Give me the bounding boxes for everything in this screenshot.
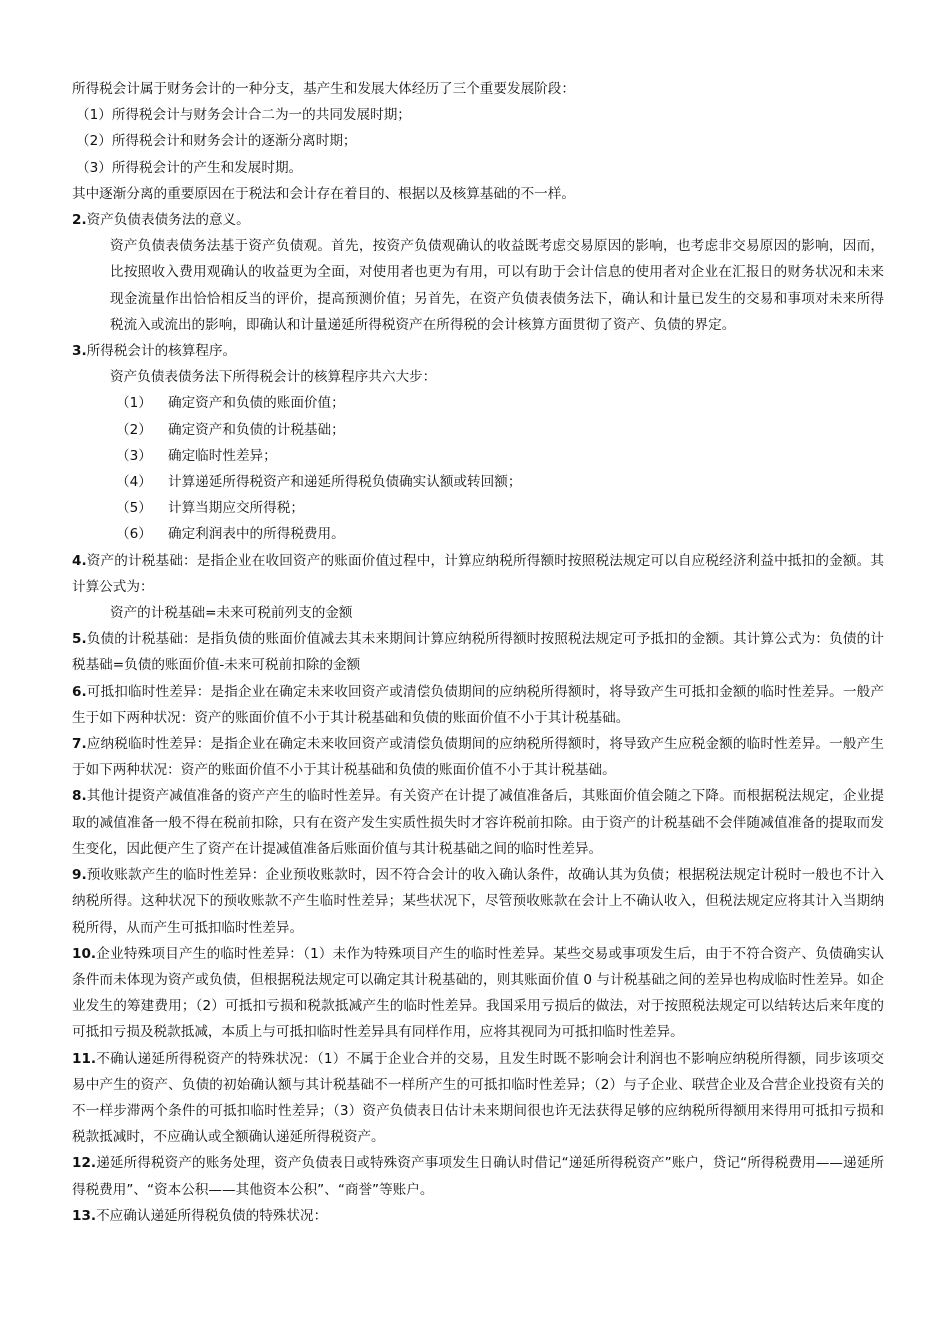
section-number: 2. [72, 212, 87, 229]
section-number: 12. [72, 1155, 97, 1172]
section-heading: 2.资产负债表债务法的意义。 [72, 212, 250, 229]
section-paragraph: 5.负债的计税基础：是指负债的账面价值减去其未来期间计算应纳税所得额时按照税法规定可予抵扣的金额。其计算公式为：负债的计税基础=负债的账面价值-未来可税前扣除的金额 [72, 631, 884, 674]
section-number: 7. [72, 736, 87, 753]
section-paragraph: 12.递延所得税资产的账务处理，资产负债表日或特殊资产事项发生日确认时借记“递延所得税资产”账户，贷记“所得税费用——递延所得税费用”、“资本公积——其他资本公积”、“商誉”等账户。 [72, 1155, 884, 1198]
section-number: 13. [72, 1207, 97, 1224]
stage-item: （3）所得税会计的产生和发展时期。 [76, 159, 303, 176]
section-paragraph: 13.不应确认递延所得税负债的特殊状况： [72, 1207, 328, 1224]
step-item: （5） 计算当期应交所得税； [116, 500, 304, 517]
section-heading: 3.所得税会计的核算程序。 [72, 343, 237, 360]
section-paragraph: 7.应纳税临时性差异：是指企业在确定未来收回资产或清偿负债期间的应纳税所得额时，将导致产生应税金额的临时性差异。一般产生于如下两种状况：资产的账面价值不小于其计税基础和负债的账面价值不小于其计税基础。 [72, 736, 884, 779]
section-number: 4. [72, 552, 87, 569]
step-item: （4） 计算递延所得税资产和递延所得税负债确实认额或转回额； [116, 474, 522, 491]
section-number: 10. [72, 945, 97, 962]
section-number: 3. [72, 343, 87, 360]
section-number: 9. [72, 867, 87, 884]
step-item: （1） 确定资产和负债的账面价值； [116, 395, 345, 412]
step-item: （2） 确定资产和负债的计税基础； [116, 421, 345, 438]
step-item: （3） 确定临时性差异； [116, 447, 277, 464]
section-paragraph: 6.可抵扣临时性差异：是指企业在确定未来收回资产或清偿负债期间的应纳税所得额时，将导致产生可抵扣金额的临时性差异。一般产生于如下两种状况：资产的账面价值不小于其计税基础和负债的账面价值不小于其计税基础。 [72, 683, 884, 726]
section-body: 资产负债表债务法基于资产负债观。首先，按资产负债观确认的收益既考虑交易原因的影响，也考虑非交易原因的影响，因而，比按照收入费用观确认的收益更为全面，对使用者也更为有用，可以有助于会计信息的使用者对企业在汇报日的财务状况和未来现金流量作出恰恰相反当的评价，提高预测价值；另首先，在资产负债表债务法下，确认和计量已发生的交易和事项对未来所得税流入或流出的影响，即确认和计量递延所得税资产在所得税的会计核算方面贯彻了资产、负债的界定。 [110, 238, 884, 333]
formula: 资产的计税基础=未来可税前列支的金额 [110, 605, 353, 622]
document-body [72, 76, 884, 1229]
intro-paragraph: 所得税会计属于财务会计的一种分支，基产生和发展大体经历了三个重要发展阶段： [72, 81, 575, 97]
section-paragraph: 4.资产的计税基础：是指企业在收回资产的账面价值过程中，计算应纳税所得额时按照税法规定可以自应税经济利益中抵扣的金额。其计算公式为： [72, 552, 884, 595]
section-number: 11. [72, 1050, 97, 1067]
stage-item: （2）所得税会计和财务会计的逐渐分离时期； [76, 133, 357, 150]
stage-item: （1）所得税会计与财务会计合二为一的共同发展时期； [76, 107, 411, 124]
section-paragraph: 9.预收账款产生的临时性差异：企业预收账款时，因不符合会计的收入确认条件，故确认其为负债；根据税法规定计税时一般也不计入纳税所得。这种状况下的预收账款不产生临时性差异；某些状况下，尽管预收账款在会计上不确认收入，但税法规定应将其计入当期纳税所得，从而产生可抵扣临时性差异。 [72, 867, 884, 936]
intro-conclusion: 其中逐渐分离的重要原因在于税法和会计存在着目的、根据以及核算基础的不一样。 [72, 185, 575, 202]
section-body: 资产负债表债务法下所得税会计的核算程序共六大步： [110, 369, 437, 386]
section-paragraph: 10.企业特殊项目产生的临时性差异：（1）未作为特殊项目产生的临时性差异。某些交易或事项发生后，由于不符合资产、负债确实认条件而未体现为资产或负债，但根据税法规定可以确定其计税基础的，则其账面价值 0 与计税基础之间的差异也构成临时性差异。如企业发生的筹建费用；（2）可抵扣亏损和税款抵减产生的临时性差异。我国采用亏损后的做法，对于按照税法规定可以结转达后来年度的可抵扣亏损及税款抵减，本质上与可抵扣临时性差异具有同样作用，应将其视同为可抵扣临时性差异。 [72, 945, 884, 1041]
step-item: （6） 确定利润表中的所得税费用。 [116, 526, 345, 543]
section-number: 8. [72, 788, 87, 805]
section-number: 6. [72, 683, 87, 700]
section-paragraph: 11.不确认递延所得税资产的特殊状况：（1）不属于企业合并的交易，且发生时既不影响会计利润也不影响应纳税所得额，同步该项交易中产生的资产、负债的初始确认额与其计税基础不一样所产生的可抵扣临时性差异；（2）与子企业、联营企业及合营企业投资有关的不一样步滞两个条件的可抵扣临时性差异；（3）资产负债表日估计未来期间很也许无法获得足够的应纳税所得额用来得用可抵扣亏损和税款抵减时，不应确认或全额确认递延所得税资产。 [72, 1050, 884, 1146]
section-paragraph: 8.其他计提资产减值准备的资产产生的临时性差异。有关资产在计提了减值准备后，其账面价值会随之下降。而根据税法规定，企业提取的减值准备一般不得在税前扣除，只有在资产发生实质性损失时才容许税前扣除。由于资产的计税基础不会伴随减值准备的提取而发生变化，因此便产生了资产在计提减值准备后账面价值与其计税基础之间的临时性差异。 [72, 788, 884, 857]
section-number: 5. [72, 631, 87, 648]
